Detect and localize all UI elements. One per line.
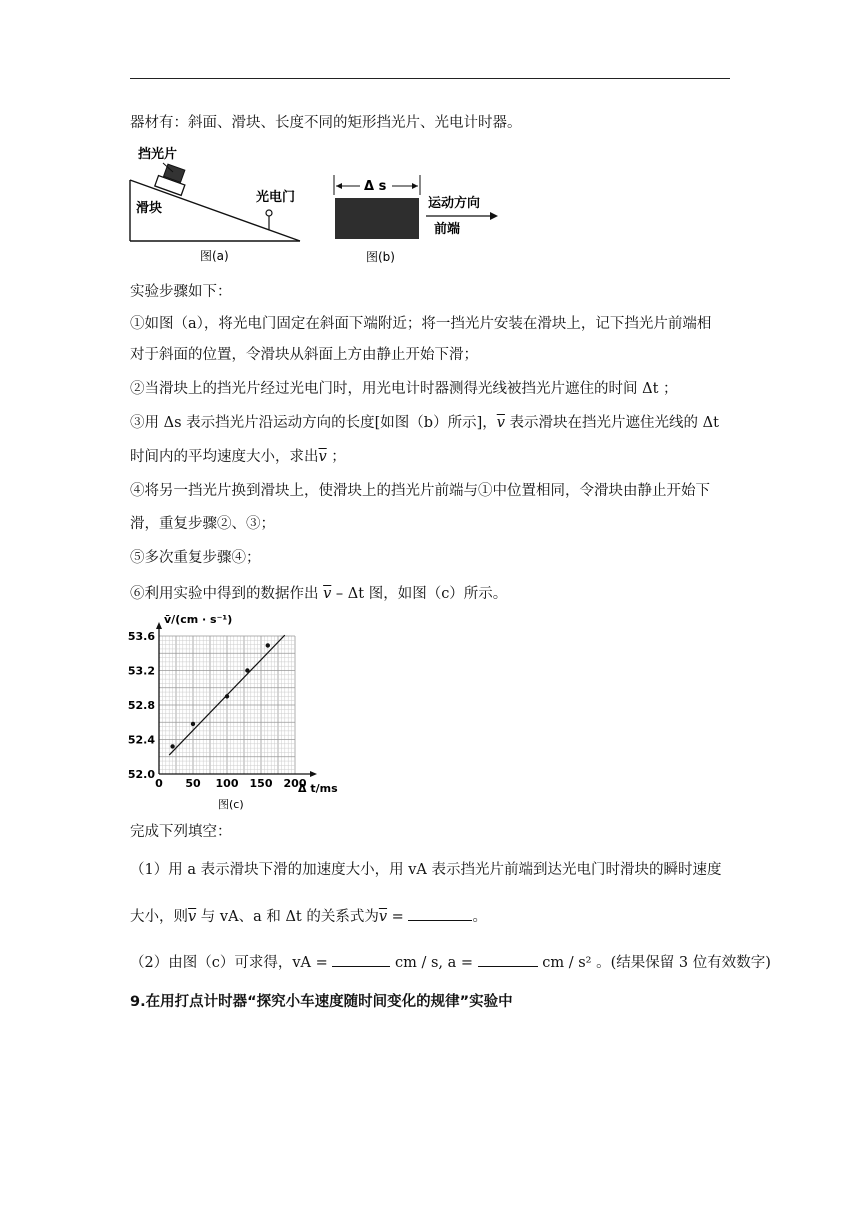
chart-ylabel: v̄/(cm · s⁻¹) xyxy=(164,613,233,626)
y-tick-label: 52.8 xyxy=(127,699,155,712)
x-axis-arrow xyxy=(310,771,317,777)
step-6-text-a: ⑥利用实验中得到的数据作出 xyxy=(130,586,324,602)
data-point xyxy=(225,694,229,698)
figure-c-chart xyxy=(122,612,338,812)
answer-blank-va[interactable] xyxy=(332,952,390,967)
step-3-line-1 xyxy=(130,413,719,433)
caption-a: 图(a) xyxy=(200,249,229,263)
q2-text-c: cm / s² 。(结果保留 3 位有效数字) xyxy=(537,955,771,971)
step-3-text-d: ； xyxy=(326,449,346,465)
q2-text-b: cm / s, a = xyxy=(390,955,478,971)
y-tick-label: 52.0 xyxy=(127,768,155,781)
x-tick-label: 200 xyxy=(283,777,307,790)
data-point xyxy=(170,744,174,748)
step-3-text-a: ③用 Δs 表示挡光片沿运动方向的长度[如图（b）所示]， xyxy=(130,415,497,431)
figure-b xyxy=(330,175,502,267)
chart-xlabel: Δ t/ms xyxy=(298,782,338,795)
q2-text-a: （2）由图（c）可求得，vA = xyxy=(130,955,333,971)
data-point xyxy=(191,722,195,726)
chart-caption: 图(c) xyxy=(218,798,244,811)
step-2: ②当滑块上的挡光片经过光电门时，用光电计时器测得光线被挡光片遮住的时间 Δt ； xyxy=(130,381,678,397)
figure-a xyxy=(128,140,308,266)
label-slider: 滑块 xyxy=(136,201,163,216)
vbar-symbol: $\overline{v}$ xyxy=(496,415,505,431)
vbar-symbol: $\overline{v}$ xyxy=(323,586,332,602)
vbar-symbol: $\overline{v}$ xyxy=(188,909,197,925)
chart-grid xyxy=(159,636,295,774)
step-5: ⑤多次重复步骤④； xyxy=(130,550,261,566)
chart-ticks xyxy=(128,630,307,790)
q1-text-e: 。 xyxy=(472,909,487,925)
q1-text-b: 与 vA、a 和 Δt 的关系式为 xyxy=(196,909,379,925)
data-point xyxy=(245,668,249,672)
steps-title: 实验步骤如下： xyxy=(130,284,232,300)
step-4-line-1: ④将另一挡光片换到滑块上，使滑块上的挡光片前端与①中位置相同，令滑块由静止开始下 xyxy=(130,483,710,499)
x-tick-label: 150 xyxy=(249,777,273,790)
gate-head xyxy=(266,210,272,216)
chart-axes xyxy=(156,622,317,777)
y-tick-label: 53.6 xyxy=(127,630,155,643)
label-shade: 挡光片 xyxy=(138,147,178,162)
x-tick-label: 50 xyxy=(185,777,201,790)
vbar-symbol: $\overline{v}$ xyxy=(378,909,388,925)
fill-title: 完成下列填空： xyxy=(130,824,232,840)
vbar-symbol: $\overline{v}$ xyxy=(318,449,327,465)
question-9-heading: 9.在用打点计时器“探究小车速度随时间变化的规律”实验中 xyxy=(130,994,513,1010)
y-axis-arrow xyxy=(156,622,162,629)
question-2 xyxy=(130,952,771,973)
label-front: 前端 xyxy=(434,222,461,237)
answer-blank-a[interactable] xyxy=(478,952,538,967)
delta-s-label: Δ s xyxy=(364,179,387,194)
question-1-line-1: （1）用 a 表示滑块下滑的加速度大小，用 vA 表示挡光片前端到达光电门时滑块的瞬时速度 xyxy=(130,862,722,878)
shade-plate xyxy=(335,198,419,239)
q1-text-d: = xyxy=(387,909,409,925)
step-3-line-2 xyxy=(130,447,346,467)
step-3-text-b: 表示滑块在挡光片遮住光线的 Δt xyxy=(504,415,719,431)
label-gate: 光电门 xyxy=(256,190,296,205)
y-tick-label: 52.4 xyxy=(127,733,155,747)
q1-text-a: 大小，则 xyxy=(130,909,188,925)
step-6 xyxy=(130,584,507,604)
step-3-text-c: 时间内的平均速度大小，求出 xyxy=(130,449,319,465)
header-rule xyxy=(130,78,730,79)
step-1-line-2: 对于斜面的位置，令滑块从斜面上方由静止开始下滑； xyxy=(130,347,478,363)
data-point xyxy=(266,643,270,647)
x-tick-label: 100 xyxy=(215,777,239,790)
question-1-line-2 xyxy=(130,906,487,927)
x-tick-label: 0 xyxy=(155,777,163,790)
step-6-text-b: – Δt 图，如图（c）所示。 xyxy=(331,586,508,602)
y-tick-label: 53.2 xyxy=(127,664,155,678)
caption-b: 图(b) xyxy=(366,250,395,264)
label-direction: 运动方向 xyxy=(428,196,481,211)
intro-text: 器材有：斜面、滑块、长度不同的矩形挡光片、光电计时器。 xyxy=(130,115,522,131)
step-4-line-2: 滑，重复步骤②、③； xyxy=(130,516,275,532)
step-1-line-1: ①如图（a），将光电门固定在斜面下端附近；将一挡光片安装在滑块上，记下挡光片前端相 xyxy=(130,316,712,332)
answer-blank-1[interactable] xyxy=(408,906,472,921)
